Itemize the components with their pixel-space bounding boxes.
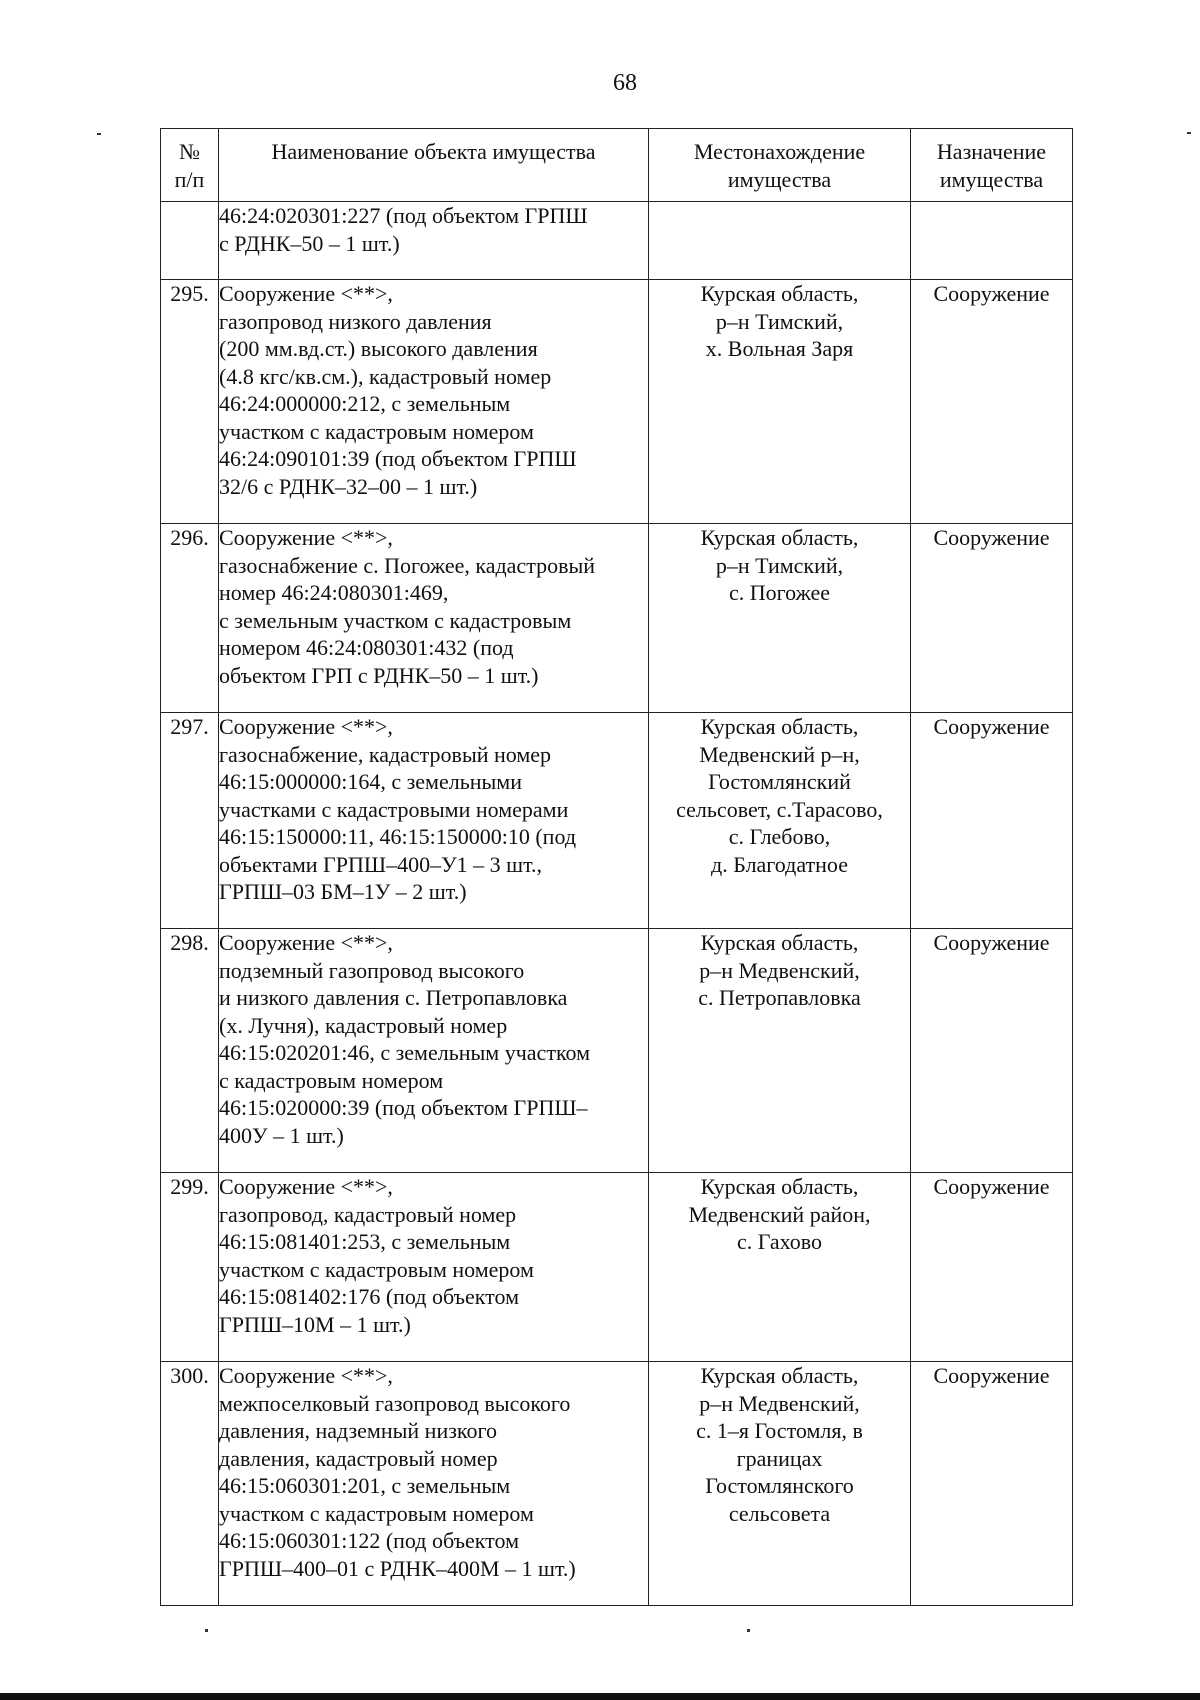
object-name-line: 46:15:020000:39 (под объектом ГРПШ–: [219, 1095, 588, 1120]
table-row: [161, 713, 1073, 929]
row-number: 299.: [161, 1173, 219, 1362]
object-name-cell: [219, 524, 649, 713]
purpose-cell: Сооружение: [911, 1173, 1073, 1362]
scan-speck: [747, 1629, 750, 1632]
scan-speck: [1187, 132, 1191, 134]
purpose-cell: Сооружение: [911, 1362, 1073, 1606]
table-row: [161, 202, 1073, 280]
object-name-line: газопровод, кадастровый номер: [219, 1201, 517, 1227]
object-name-line: Сооружение <**>,: [219, 714, 393, 739]
location-line: Курская область,: [700, 1363, 859, 1388]
table-body: [161, 202, 1073, 1606]
location-line: сельсовет, с.Тарасово,: [676, 796, 883, 822]
location-cell: [649, 280, 911, 524]
object-name-line: Сооружение <**>,: [219, 1363, 393, 1388]
object-name-line: с земельным участком с кадастровым: [219, 607, 572, 633]
object-name-line: объектами ГРПШ–400–У1 – 3 шт.,: [219, 851, 543, 877]
purpose-cell: Сооружение: [911, 280, 1073, 524]
object-name-line: подземный газопровод высокого: [219, 957, 525, 983]
location-line: Курская область,: [700, 525, 859, 550]
object-name-line: 46:24:090101:39 (под объектом ГРПШ: [219, 446, 577, 471]
location-line: Медвенский р–н,: [699, 741, 860, 767]
location-cell: [649, 1173, 911, 1362]
object-name-cell: [219, 1173, 649, 1362]
object-name-line: с кадастровым номером: [219, 1067, 444, 1093]
object-name-line: 46:24:000000:212, с земельным: [219, 391, 511, 416]
object-name-cell: [219, 280, 649, 524]
location-line: р–н Медвенский,: [699, 957, 860, 983]
scan-speck: [97, 133, 101, 135]
object-name-line: ГРПШ–400–01 с РДНК–400М – 1 шт.): [219, 1555, 576, 1581]
object-name-cell: [219, 1362, 649, 1606]
row-number: 296.: [161, 524, 219, 713]
object-name-line: участком с кадастровым номером: [219, 418, 534, 444]
object-name-line: 32/6 с РДНК–32–00 – 1 шт.): [219, 473, 478, 499]
location-cell: [649, 202, 911, 280]
purpose-cell: Сооружение: [911, 929, 1073, 1173]
object-name-line: 46:15:020201:46, с земельным участком: [219, 1040, 591, 1065]
object-name-line: (х. Лучня), кадастровый номер: [219, 1012, 508, 1038]
object-name-cell: [219, 929, 649, 1173]
header-number: № п/п: [161, 129, 219, 202]
object-name-line: 46:15:150000:11, 46:15:150000:10 (под: [219, 824, 577, 849]
table-row: [161, 1173, 1073, 1362]
location-line: с. Гахово: [736, 1229, 823, 1254]
location-line: д. Благодатное: [711, 851, 848, 877]
location-line: Гостомлянского: [705, 1473, 854, 1498]
object-name-line: ГРПШ–03 БМ–1У – 2 шт.): [219, 879, 467, 904]
object-name-line: 400У – 1 шт.): [219, 1122, 344, 1148]
location-line: с. Глебово,: [728, 824, 831, 849]
object-name-line: газопровод низкого давления: [219, 308, 492, 334]
location-cell: [649, 1362, 911, 1606]
purpose-cell: Сооружение: [911, 713, 1073, 929]
row-number: [161, 202, 219, 280]
row-number: 300.: [161, 1362, 219, 1606]
object-name-line: давления, кадастровый номер: [219, 1445, 498, 1471]
table-header-row: [161, 129, 1073, 202]
location-line: х. Вольная Заря: [705, 336, 854, 361]
location-line: Медвенский район,: [688, 1201, 871, 1227]
object-name-line: номер 46:24:080301:469,: [219, 580, 449, 605]
object-name-line: объектом ГРП с РДНК–50 – 1 шт.): [219, 662, 539, 688]
object-name-line: Сооружение <**>,: [219, 1174, 393, 1199]
table-row: [161, 280, 1073, 524]
location-cell: [649, 524, 911, 713]
object-name-cell: [219, 713, 649, 929]
object-name-line: газоснабжение с. Погожее, кадастровый: [219, 552, 596, 578]
location-line: Курская область,: [700, 930, 859, 955]
header-purpose: Назначение имущества: [911, 129, 1073, 202]
object-name-line: 46:15:060301:201, с земельным: [219, 1473, 511, 1498]
object-name-line: 46:15:081402:176 (под объектом: [219, 1284, 520, 1309]
location-cell: [649, 713, 911, 929]
object-name-line: с РДНК–50 – 1 шт.): [219, 230, 400, 256]
table-row: [161, 1362, 1073, 1606]
object-name-line: 46:15:060301:122 (под объектом: [219, 1528, 520, 1553]
table-row: [161, 929, 1073, 1173]
object-name-line: и низкого давления с. Петропавловка: [219, 985, 568, 1010]
scan-edge-bar: [0, 1693, 1200, 1700]
purpose-cell: Сооружение: [911, 524, 1073, 713]
purpose-cell: [911, 202, 1073, 280]
object-name-line: Сооружение <**>,: [219, 281, 393, 306]
object-name-line: газоснабжение, кадастровый номер: [219, 741, 552, 767]
object-name-line: 46:15:000000:164, с земельными: [219, 769, 523, 794]
location-line: границах: [736, 1445, 823, 1471]
location-line: Курская область,: [700, 714, 859, 739]
object-name-line: (4.8 кгс/кв.см.), кадастровый номер: [219, 363, 552, 389]
location-line: Гостомлянский: [708, 769, 851, 794]
location-line: Курская область,: [700, 281, 859, 306]
object-name-line: Сооружение <**>,: [219, 930, 393, 955]
table-row: [161, 524, 1073, 713]
object-name-line: ГРПШ–10М – 1 шт.): [219, 1311, 411, 1337]
header-location: Местонахождение имущества: [649, 129, 911, 202]
object-name-cell: [219, 202, 649, 280]
property-registry-table: [160, 128, 1073, 1606]
object-name-line: участками с кадастровыми номерами: [219, 796, 569, 822]
header-object-name: Наименование объекта имущества: [219, 129, 649, 202]
object-name-line: межпоселковый газопровод высокого: [219, 1390, 571, 1416]
location-line: с. Погожее: [728, 580, 831, 605]
location-line: сельсовета: [728, 1500, 831, 1526]
scan-speck: [205, 1629, 208, 1632]
location-line: р–н Тимский,: [715, 552, 844, 578]
location-line: р–н Тимский,: [715, 308, 844, 334]
object-name-line: участком с кадастровым номером: [219, 1256, 534, 1282]
location-line: с. Петропавловка: [698, 985, 861, 1010]
location-cell: [649, 929, 911, 1173]
location-line: с. 1–я Гостомля, в: [696, 1418, 863, 1443]
object-name-line: номером 46:24:080301:432 (под: [219, 635, 514, 660]
object-name-line: участком с кадастровым номером: [219, 1500, 534, 1526]
object-name-line: давления, надземный низкого: [219, 1418, 497, 1443]
row-number: 297.: [161, 713, 219, 929]
object-name-line: 46:15:081401:253, с земельным: [219, 1229, 511, 1254]
object-name-line: Сооружение <**>,: [219, 525, 393, 550]
location-line: Курская область,: [700, 1174, 859, 1199]
row-number: 298.: [161, 929, 219, 1173]
object-name-line: 46:24:020301:227 (под объектом ГРПШ: [219, 203, 588, 228]
location-line: р–н Медвенский,: [699, 1390, 860, 1416]
page-number: 68: [613, 70, 637, 96]
row-number: 295.: [161, 280, 219, 524]
object-name-line: (200 мм.вд.ст.) высокого давления: [219, 336, 538, 361]
